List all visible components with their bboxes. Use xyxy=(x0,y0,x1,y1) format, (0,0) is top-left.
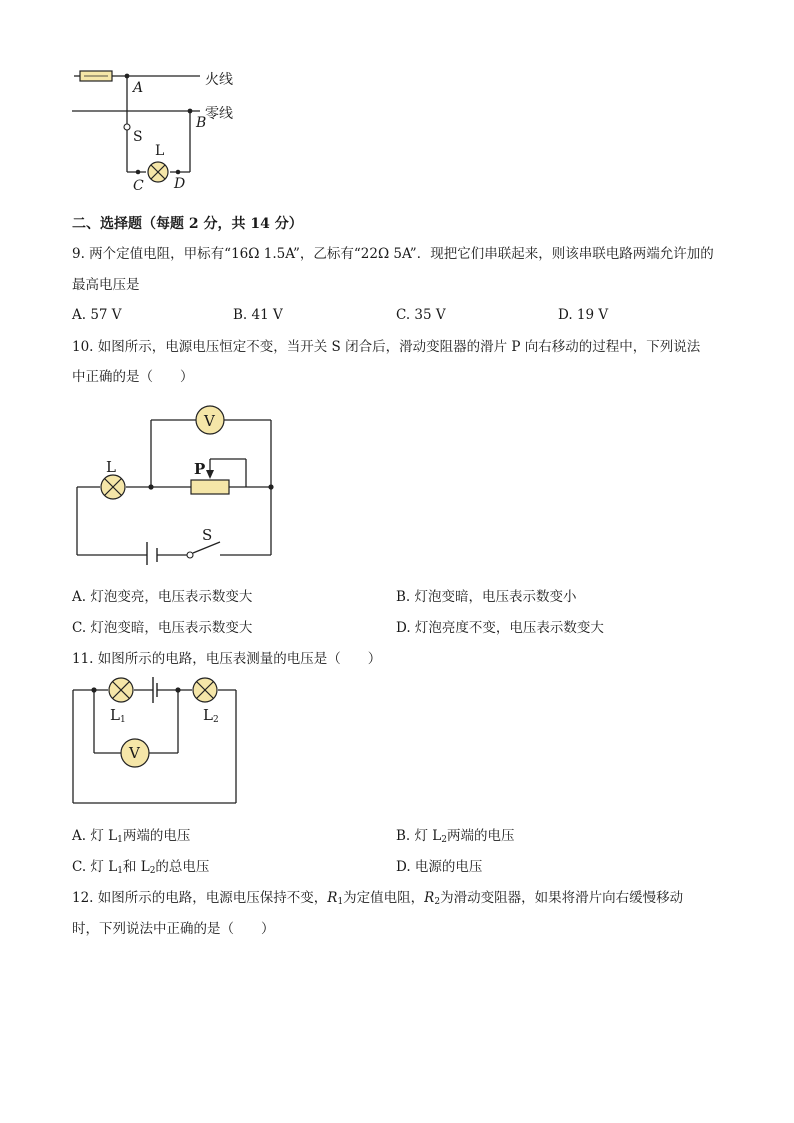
point-d-label: D xyxy=(174,176,186,192)
fire-line-label: 火线 xyxy=(205,72,233,88)
lamp-l1-label: $L_1$ xyxy=(110,706,126,725)
switch-icon xyxy=(187,542,220,558)
switch-s-label: S xyxy=(202,526,213,544)
lamp-l2-label: $L_2$ xyxy=(203,706,219,725)
q11-option-a[interactable]: A. 灯 $L_1$两端的电压 xyxy=(72,828,191,845)
q10-option-b[interactable]: B. 灯泡变暗，电压表示数变小 xyxy=(396,589,577,605)
q9-option-c[interactable]: C. 35 V xyxy=(396,307,446,323)
lamp-l-label: L xyxy=(106,458,116,476)
q10-text-line2: 中正确的是（ ） xyxy=(72,369,194,385)
q11-circuit-diagram xyxy=(62,670,252,810)
point-a-label: A xyxy=(133,80,144,96)
q10-option-c[interactable]: C. 灯泡变暗，电压表示数变大 xyxy=(72,620,253,636)
battery-icon xyxy=(147,542,157,565)
q11-option-c[interactable]: C. 灯 $L_1$和 $L_2$的总电压 xyxy=(72,859,210,876)
q12-text-line1: 12. 如图所示的电路，电源电压保持不变，$R_1$为定值电阻，$R_2$为滑动变阻器，如果将滑片向右缓慢移动 xyxy=(72,890,684,907)
junction-a xyxy=(125,74,130,79)
q9-text-line2: 最高电压是 xyxy=(72,277,140,293)
q11-option-b[interactable]: B. 灯 $L_2$两端的电压 xyxy=(396,828,515,845)
section-heading: 二、选择题（每题 2 分，共 14 分） xyxy=(72,216,303,232)
switch-s-label: S xyxy=(133,129,143,145)
slider-arrow-icon xyxy=(206,470,214,479)
q12-text-line2: 时，下列说法中正确的是（ ） xyxy=(72,921,275,937)
q11-option-d[interactable]: D. 电源的电压 xyxy=(396,859,483,875)
lamp-l1-icon xyxy=(109,678,133,702)
q11-text: 11. 如图所示的电路，电压表测量的电压是（ ） xyxy=(72,651,382,667)
switch-contact xyxy=(124,124,130,130)
q9-option-a[interactable]: A. 57 V xyxy=(72,307,122,323)
junction-b xyxy=(188,109,193,114)
q10-option-a[interactable]: A. 灯泡变亮，电压表示数变大 xyxy=(72,589,253,605)
q9-option-d[interactable]: D. 19 V xyxy=(558,307,609,323)
voltmeter-v-label: V xyxy=(129,744,140,762)
q9-text-line1: 9. 两个定值电阻，甲标有“16Ω 1.5A”，乙标有“22Ω 5A”．现把它们串联起来，则该串联电路两端允许加的 xyxy=(72,246,714,262)
neutral-line-label: 零线 xyxy=(205,106,233,122)
lamp-icon xyxy=(101,475,125,499)
lamp-icon xyxy=(148,162,168,182)
point-c-label: C xyxy=(133,178,144,194)
rheostat xyxy=(191,480,229,494)
slider-p-label: P xyxy=(194,460,206,478)
lamp-l2-icon xyxy=(193,678,217,702)
q10-text-line1: 10. 如图所示，电源电压恒定不变，当开关 S 闭合后，滑动变阻器的滑片 P 向右移动的过程中，下列说法 xyxy=(72,339,701,355)
q9-option-b[interactable]: B. 41 V xyxy=(233,307,283,323)
q10-option-d[interactable]: D. 灯泡亮度不变，电压表示数变大 xyxy=(396,620,604,636)
point-b-label: B xyxy=(196,115,207,131)
q10-circuit-diagram xyxy=(60,400,290,565)
battery-icon xyxy=(153,677,157,703)
voltmeter-v-label: V xyxy=(204,412,215,430)
lamp-l-label: L xyxy=(155,143,165,159)
